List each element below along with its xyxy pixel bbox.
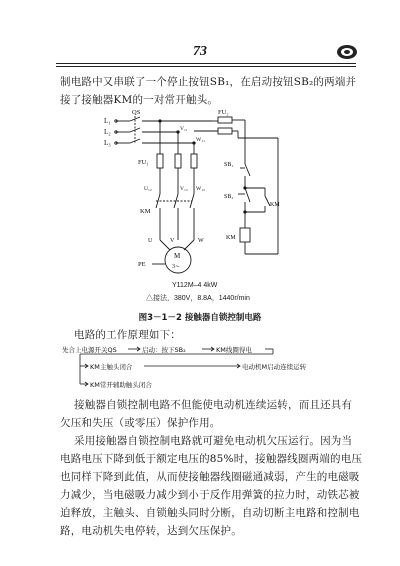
- figure-caption: 图3－1－2 接触器自锁控制电路: [138, 313, 262, 323]
- body-p2-line-5: 迫释放，主触头、自锁触头同时分断，自动切断主电路和控制电: [60, 507, 360, 519]
- flow-step-2: 启动：按下SB₂: [142, 346, 186, 354]
- label-fu1: FU₁: [138, 159, 149, 166]
- body-p2-line-4: 力减少，当电磁吸力减少到小于反作用弹簧的拉力时，动铁芯被: [60, 489, 360, 501]
- label-w: W: [198, 238, 204, 244]
- label-pe: PE: [138, 261, 146, 268]
- label-km-coil: KM: [226, 235, 236, 241]
- label-w12: W₁₂: [196, 186, 206, 192]
- motor-specs: △接法，380V，8.8A，1440r/min: [146, 295, 250, 302]
- label-qs: QS: [132, 109, 141, 116]
- label-km-main: KM: [140, 208, 151, 215]
- label-v: V: [170, 238, 175, 244]
- intro-line-1: 制电路中又串联了一个停止按钮SB₁，在启动按钮SB₂的两端并: [60, 76, 357, 88]
- body-p1-line-2: 欠压和失压（或零压）保护作用。: [60, 417, 221, 429]
- label-sb2: SB₂: [224, 194, 234, 200]
- label-l3: L₃: [104, 139, 111, 147]
- label-v12: V₁₂: [180, 186, 188, 192]
- label-km-aux: KM: [270, 202, 280, 208]
- flow-step-6: KM常开辅助触头闭合: [90, 381, 152, 389]
- header-rule-thin: [56, 66, 356, 67]
- label-v11: V₁₁: [180, 126, 188, 132]
- label-w11: W₁₁: [196, 137, 206, 143]
- flow-step-5: 电动机M启动连续运转: [242, 363, 307, 371]
- label-u12: U₁₂: [144, 186, 152, 192]
- label-u: U: [148, 238, 153, 244]
- flow-step-3: KM线圈得电: [216, 346, 252, 354]
- body-p2-line-6: 路，电动机失电停转，达到欠压保护。: [60, 525, 242, 537]
- intro-line-2: 接了接触器KM的一对常开触头。: [60, 94, 219, 106]
- flow-step-1: 先合上电源开关QS: [62, 346, 117, 354]
- motor-model: Y112M–4 4kW: [172, 282, 218, 289]
- header-rule: [56, 63, 356, 64]
- label-sb1: SB₁: [224, 162, 234, 168]
- circuit-diagram: [100, 108, 300, 308]
- label-motor-phase: 3∼: [172, 264, 181, 270]
- body-p2-line-2: 电路电压下降到低于额定电压的85%时，接触器线圈两端的电压: [60, 453, 363, 465]
- label-fu2: FU₂: [218, 109, 229, 116]
- publisher-logo-icon: [336, 44, 358, 60]
- body-p1-line-1: 接触器自锁控制电路不但能使电动机连续运转，而且还具有: [74, 399, 353, 411]
- principle-title: 电路的工作原理如下：: [74, 329, 181, 341]
- flow-step-4: KM主触头闭合: [90, 363, 133, 371]
- flow-diagram: [60, 342, 360, 394]
- body-p2-line-3: 也同样下降到此值，从而使接触器线圈磁通减弱，产生的电磁吸: [60, 471, 360, 483]
- page-number: 73: [193, 44, 207, 59]
- body-p2-line-1: 采用接触器自锁控制电路就可避免电动机欠压运行。因为当: [74, 435, 353, 447]
- label-l2: L₂: [104, 128, 111, 136]
- label-motor-m: M: [174, 252, 181, 260]
- label-l1: L₁: [104, 117, 111, 125]
